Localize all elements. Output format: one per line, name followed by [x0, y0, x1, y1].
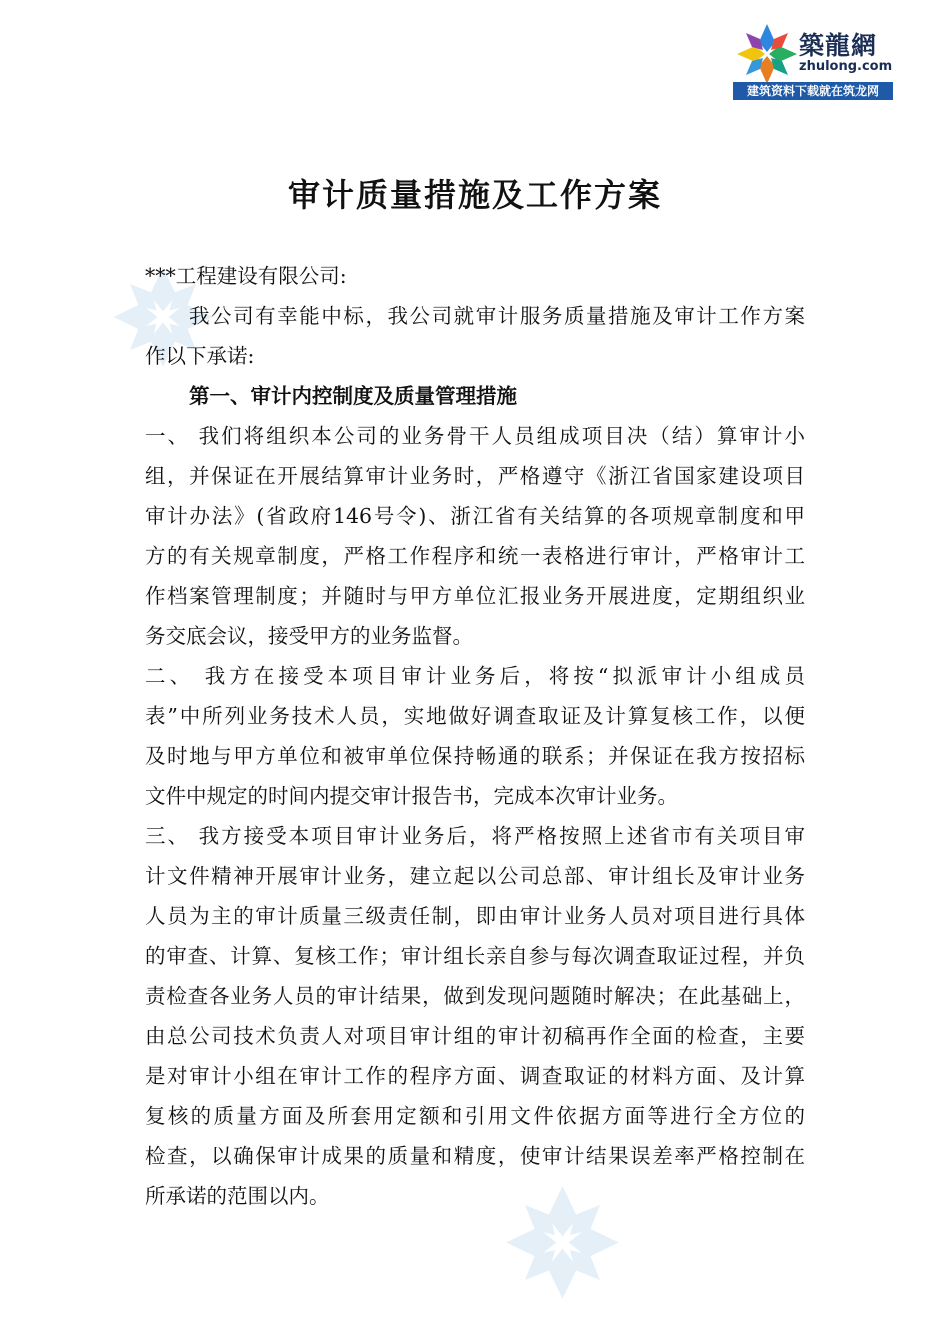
body-line: 审计办法》(省政府146号令)、浙江省有关结算的各项规章制度和甲: [145, 504, 805, 528]
body-line: 作档案管理制度；并随时与甲方单位汇报业务开展进度，定期组织业: [145, 584, 805, 608]
logo-name: 築龍網: [799, 31, 878, 60]
body-line: 所承诺的范围以内。: [145, 1184, 330, 1208]
zhulong-logo: [733, 18, 893, 100]
addressee: ***工程建设有限公司:: [145, 264, 347, 288]
zhulong-pinwheel-icon: [735, 22, 799, 86]
body-line: 三、 我方接受本项目审计业务后，将严格按照上述省市有关项目审: [145, 824, 805, 848]
body-line: 作以下承诺:: [145, 344, 255, 368]
body-line: 我公司有幸能中标，我公司就审计服务质量措施及审计工作方案: [189, 304, 805, 328]
body-line: 文件中规定的时间内提交审计报告书，完成本次审计业务。: [145, 784, 678, 808]
body-line: 计文件精神开展审计业务，建立起以公司总部、审计组长及审计业务: [145, 864, 805, 888]
body-line: 由总公司技术负责人对项目审计组的审计初稿再作全面的检查，主要: [145, 1024, 805, 1048]
body-line: 一、 我们将组织本公司的业务骨干人员组成项目决（结）算审计小: [145, 424, 805, 448]
body-line: 人员为主的审计质量三级责任制，即由审计业务人员对项目进行具体: [145, 904, 805, 928]
logo-slogan: 建筑资料下载就在筑龙网: [733, 82, 893, 100]
document-title: 审计质量措施及工作方案: [287, 176, 662, 214]
section-heading: 第一、审计内控制度及质量管理措施: [189, 384, 517, 408]
body-line: 组，并保证在开展结算审计业务时，严格遵守《浙江省国家建设项目: [145, 464, 805, 488]
body-line: 务交底会议，接受甲方的业务监督。: [145, 624, 473, 648]
body-line: 的审查、计算、复核工作；审计组长亲自参与每次调查取证过程，并负: [145, 944, 805, 968]
body-line: 二、 我方在接受本项目审计业务后，将按“拟派审计小组成员: [145, 664, 805, 688]
body-line: 是对审计小组在审计工作的程序方面、调查取证的材料方面、及计算: [145, 1064, 805, 1088]
body-line: 检查，以确保审计成果的质量和精度，使审计结果误差率严格控制在: [145, 1144, 805, 1168]
body-line: 表”中所列业务技术人员，实地做好调查取证及计算复核工作，以便: [145, 704, 805, 728]
body-line: 责检查各业务人员的审计结果，做到发现问题随时解决；在此基础上，: [145, 984, 805, 1008]
body-line: 及时地与甲方单位和被审单位保持畅通的联系；并保证在我方按招标: [145, 744, 805, 768]
body-line: 方的有关规章制度，严格工作程序和统一表格进行审计，严格审计工: [145, 544, 805, 568]
body-line: 复核的质量方面及所套用定额和引用文件依据方面等进行全方位的: [145, 1104, 805, 1128]
logo-domain: zhulong.com: [799, 59, 893, 74]
document-body: [145, 256, 805, 1216]
